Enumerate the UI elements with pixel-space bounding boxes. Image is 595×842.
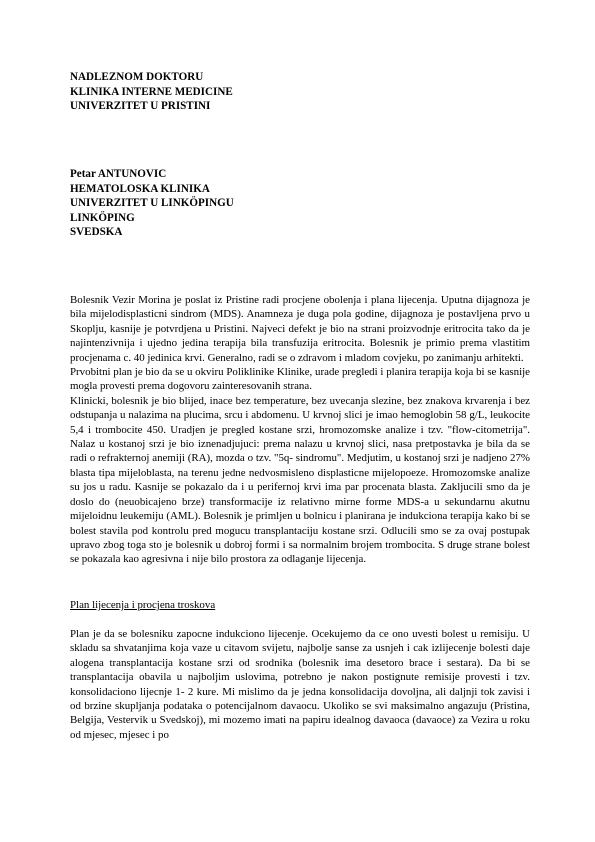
section-paragraph: Plan je da se bolesniku zapocne indukciono lijecenje. Ocekujemo da ce ono uvesti bolest u remisiju. U skladu sa shvatanjima koja vaze u citavom svijetu, najbolje sanse za usnjeh i cak izlijecenje bolesti daje alogena transplantacija kostane srzi od srodnika (bolesnik ima desetoro brace i sestara). Da bi se transplantacija obavila u najboljim uslovima, potrebno je nakon postignute remisije provesti i tzv. konsolidaciono lijecnje 1- 2 kure. Mi mislimo da je jedna konsolidacija dovoljna, ali daljnji tok zavisi i od brzine skupljanja podataka o potencijalnom davaocu. Ukoliko se svi maksimalno angazuju (Pristina, Belgija, Vestervik u Svedskoj), mi mozemo imati na papiru idealnog davaoca (davaoce) za Vezira u roku od mjesec, mjesec i po (70, 628, 530, 741)
section-heading: Plan lijecenja i procjena troskova (70, 599, 216, 611)
sender-line: Petar ANTUNOVIC (70, 168, 167, 180)
sender-line: SVEDSKA (70, 226, 123, 239)
section-body (70, 627, 530, 742)
sender-line: LINKÖPING (70, 211, 135, 224)
recipient-line: NADLEZNOM DOKTORU (70, 71, 204, 83)
recipient-line: KLINIKA INTERNE MEDICINE (70, 85, 233, 98)
sender-line: HEMATOLOSKA KLINIKA (70, 182, 210, 195)
sender-line: UNIVERZITET U LINKÖPINGU (70, 197, 234, 210)
recipient-address-block (70, 70, 233, 114)
letter-body (70, 293, 530, 567)
body-paragraph: Prvobitni plan je bio da se u okviru Poliklinike Klinike, urade pregledi i planira terapija koja bi se kasnije mogla provesti prema dogovoru zainteresovanih strana. (70, 366, 530, 393)
body-paragraph: Bolesnik Vezir Morina je poslat iz Pristine radi procjene obolenja i plana lijecenja. Uputna dijagnoza je bila mijelodisplasticni sindrom (MDS). Anamneza je duga pola godine, dijagnoza je postavljena prvo u Skoplju, kasnije je potvrdjena u Pristini. Najveci defekt je bio na strani proizvodnje eritrocita tako da je najintenzivnija i ujedno jedina terapija bila transfuzija eritrocita. Bolesnik je primio prema vlastitim procjenama c. 40 jedinica krvi. Generalno, radi se o zdravom i mladom covjeku, po zanimanju arhitekti. (70, 294, 530, 364)
body-paragraph: Klinicki, bolesnik je bio blijed, inace bez temperature, bez uvecanja slezine, bez znakova krvarenja i bez odstupanja u nalazima na plucima, srcu i abdomenu. U krvnoj slici je imao hemoglobin 58 g/L, leukocite 5,4 i trombocite 450. Uradjen je pregled kostane srzi, hromozomske analize i tzv. "flow-citometrija". Nalaz u kostanoj srzi je bio iznenadjujuci: prema nalazu u krvnoj slici, nasa pretpostavka je bila da se radi o refrakternoj anemiji (RA), mozda o tzv. "5q- sindromu". Medjutim, u kostanoj srzi je nadjeno 27% blasta tipa mijeloblasta, na terenu jedne nedvosmisleno displasticne mijelopoeze. Hromozomske analize su jos u radu. Kasnije se pokazalo da i u perifernoj krvi ima par procenata blasta. Zakljucili smo da je doslo do (neuobicajeno brze) transformacije iz relativno mirne forme MDS-a u sekundarnu akutnu mijeloidnu leukemiju (AML). Bolesnik je primljen u bolnicu i planirana je indukciona terapija kako bi se bolest stavila pod kontrolu pred mogucu transplantaciju kostane srzi. Odlucili smo se za ovaj postupak upravo zbog toga sto je bolesnik u dobroj formi i sa normalnim brojem trombocita. S druge strane bolest se pokazala kao agresivna i nije bilo prostora za odlaganje lijecenja. (70, 394, 530, 566)
sender-address-block (70, 167, 234, 240)
recipient-line: UNIVERZITET U PRISTINI (70, 100, 211, 113)
